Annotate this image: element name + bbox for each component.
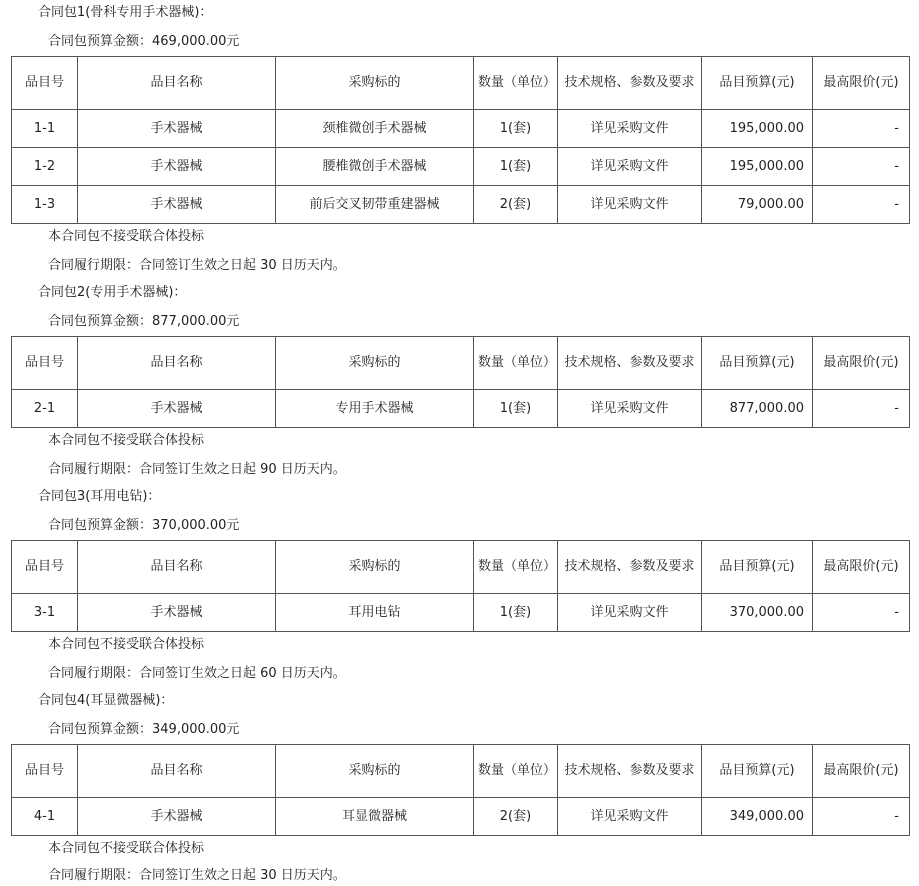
- package-1-title: 合同包1(骨科专用手术器械)：: [38, 5, 213, 20]
- header-max-price: 最高限价(元): [813, 541, 910, 594]
- header-quantity: 数量（单位）: [474, 541, 558, 594]
- package-2-title: 合同包2(专用手术器械)：: [38, 285, 187, 300]
- cell-quantity: 1(套): [474, 148, 558, 186]
- header-quantity: 数量（单位）: [474, 745, 558, 798]
- package-2-table: [11, 336, 910, 428]
- header-item-no: 品目号: [12, 745, 78, 798]
- header-item-name: 品目名称: [78, 57, 276, 110]
- cell-quantity: 2(套): [474, 186, 558, 224]
- table-header-row: [12, 57, 910, 110]
- cell-max-price: -: [813, 186, 910, 224]
- header-quantity: 数量（单位）: [474, 57, 558, 110]
- package-1-period: 合同履行期限：合同签订生效之日起 30 日历天内。: [48, 258, 346, 273]
- cell-item-name: 手术器械: [78, 594, 276, 632]
- header-quantity: 数量（单位）: [474, 337, 558, 390]
- package-3-table: [11, 540, 910, 632]
- cell-spec: 详见采购文件: [558, 186, 702, 224]
- cell-spec: 详见采购文件: [558, 148, 702, 186]
- header-spec: 技术规格、参数及要求: [558, 541, 702, 594]
- table-row: [12, 110, 910, 148]
- package-2-period: 合同履行期限：合同签订生效之日起 90 日历天内。: [48, 462, 346, 477]
- cell-target: 专用手术器械: [276, 390, 474, 428]
- table-header-row: [12, 337, 910, 390]
- cell-budget: 877,000.00: [702, 390, 813, 428]
- package-1-budget: 合同包预算金额：469,000.00元: [48, 34, 240, 49]
- package-3-budget: 合同包预算金额：370,000.00元: [48, 518, 240, 533]
- header-item-name: 品目名称: [78, 745, 276, 798]
- cell-item-no: 4-1: [12, 798, 78, 836]
- cell-budget: 195,000.00: [702, 148, 813, 186]
- cell-max-price: -: [813, 798, 910, 836]
- package-4-budget: 合同包预算金额：349,000.00元: [48, 722, 240, 737]
- header-target: 采购标的: [276, 337, 474, 390]
- table-row: [12, 390, 910, 428]
- cell-item-name: 手术器械: [78, 110, 276, 148]
- package-4-period: 合同履行期限：合同签订生效之日起 30 日历天内。: [48, 868, 346, 883]
- header-spec: 技术规格、参数及要求: [558, 745, 702, 798]
- package-4-table: [11, 744, 910, 836]
- header-budget: 品目预算(元): [702, 745, 813, 798]
- header-item-no: 品目号: [12, 337, 78, 390]
- package-2-budget: 合同包预算金额：877,000.00元: [48, 314, 240, 329]
- cell-item-name: 手术器械: [78, 148, 276, 186]
- package-4-note: 本合同包不接受联合体投标: [48, 841, 205, 856]
- cell-quantity: 1(套): [474, 110, 558, 148]
- header-budget: 品目预算(元): [702, 57, 813, 110]
- header-item-no: 品目号: [12, 541, 78, 594]
- cell-item-name: 手术器械: [78, 798, 276, 836]
- cell-max-price: -: [813, 148, 910, 186]
- cell-quantity: 1(套): [474, 390, 558, 428]
- header-budget: 品目预算(元): [702, 337, 813, 390]
- cell-max-price: -: [813, 390, 910, 428]
- package-4-title: 合同包4(耳显微器械)：: [38, 693, 174, 708]
- table-row: [12, 186, 910, 224]
- table-row: [12, 594, 910, 632]
- package-3-period: 合同履行期限：合同签订生效之日起 60 日历天内。: [48, 666, 346, 681]
- cell-target: 前后交叉韧带重建器械: [276, 186, 474, 224]
- cell-item-no: 1-1: [12, 110, 78, 148]
- header-budget: 品目预算(元): [702, 541, 813, 594]
- header-item-no: 品目号: [12, 57, 78, 110]
- header-item-name: 品目名称: [78, 541, 276, 594]
- cell-spec: 详见采购文件: [558, 110, 702, 148]
- cell-item-name: 手术器械: [78, 390, 276, 428]
- package-1-note: 本合同包不接受联合体投标: [48, 229, 205, 244]
- cell-target: 腰椎微创手术器械: [276, 148, 474, 186]
- table-header-row: [12, 541, 910, 594]
- cell-item-no: 3-1: [12, 594, 78, 632]
- cell-item-no: 1-3: [12, 186, 78, 224]
- table-header-row: [12, 745, 910, 798]
- cell-max-price: -: [813, 110, 910, 148]
- header-target: 采购标的: [276, 541, 474, 594]
- package-2-note: 本合同包不接受联合体投标: [48, 433, 205, 448]
- table-row: [12, 798, 910, 836]
- cell-budget: 370,000.00: [702, 594, 813, 632]
- package-3-title: 合同包3(耳用电钻)：: [38, 489, 161, 504]
- header-target: 采购标的: [276, 745, 474, 798]
- header-max-price: 最高限价(元): [813, 57, 910, 110]
- cell-budget: 349,000.00: [702, 798, 813, 836]
- cell-budget: 195,000.00: [702, 110, 813, 148]
- cell-spec: 详见采购文件: [558, 798, 702, 836]
- package-1-table: [11, 56, 910, 224]
- cell-budget: 79,000.00: [702, 186, 813, 224]
- cell-spec: 详见采购文件: [558, 390, 702, 428]
- cell-max-price: -: [813, 594, 910, 632]
- header-max-price: 最高限价(元): [813, 337, 910, 390]
- cell-quantity: 1(套): [474, 594, 558, 632]
- header-target: 采购标的: [276, 57, 474, 110]
- cell-target: 耳用电钻: [276, 594, 474, 632]
- table-row: [12, 148, 910, 186]
- package-3-note: 本合同包不接受联合体投标: [48, 637, 205, 652]
- cell-target: 颈椎微创手术器械: [276, 110, 474, 148]
- cell-item-name: 手术器械: [78, 186, 276, 224]
- header-spec: 技术规格、参数及要求: [558, 57, 702, 110]
- cell-item-no: 1-2: [12, 148, 78, 186]
- header-item-name: 品目名称: [78, 337, 276, 390]
- header-spec: 技术规格、参数及要求: [558, 337, 702, 390]
- cell-item-no: 2-1: [12, 390, 78, 428]
- cell-target: 耳显微器械: [276, 798, 474, 836]
- cell-quantity: 2(套): [474, 798, 558, 836]
- header-max-price: 最高限价(元): [813, 745, 910, 798]
- cell-spec: 详见采购文件: [558, 594, 702, 632]
